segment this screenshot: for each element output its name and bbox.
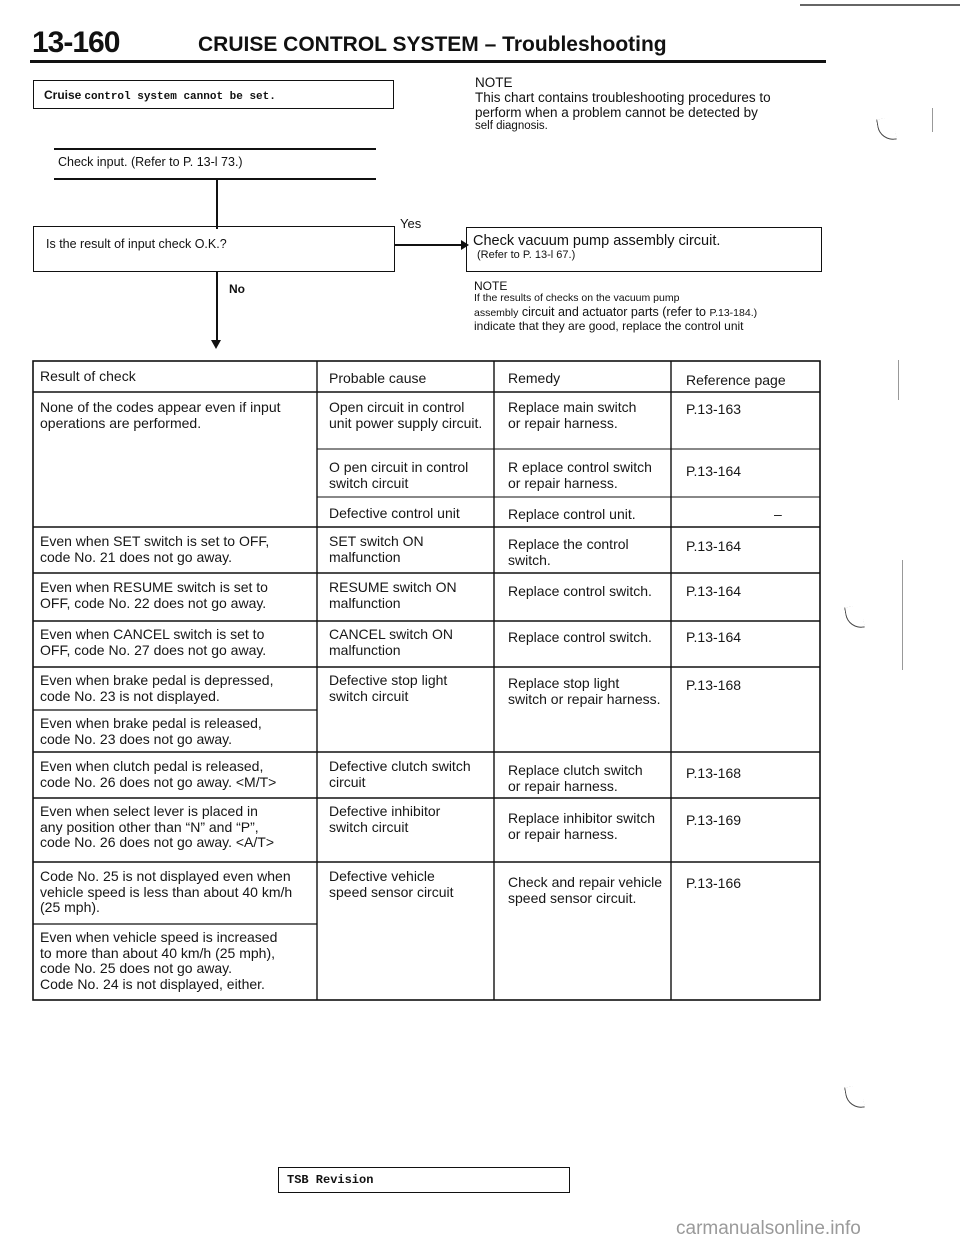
remedy-2: R eplace control switch or repair harness. bbox=[508, 459, 652, 491]
result-2: Even when SET switch is set to OFF, code No. 21 does not go away. bbox=[40, 533, 270, 565]
result-3: Even when RESUME switch is set to OFF, code No. 22 does not go away. bbox=[40, 579, 268, 611]
note-top-label: NOTE bbox=[475, 75, 513, 90]
margin-line bbox=[902, 560, 903, 670]
no-label: No bbox=[229, 282, 245, 296]
remedy-1: Replace main switch or repair harness. bbox=[508, 399, 637, 431]
input-check-step: Check input. (Refer to P. 13-l 73.) bbox=[58, 155, 243, 169]
ref-3: – bbox=[774, 506, 782, 522]
cause-4: SET switch ON malfunction bbox=[329, 533, 424, 565]
header-result: Result of check bbox=[40, 368, 136, 384]
cause-6: CANCEL switch ON malfunction bbox=[329, 626, 453, 658]
note-top-line3: self diagnosis. bbox=[475, 120, 548, 133]
vacuum-check-ref: (Refer to P. 13-l 67.) bbox=[477, 249, 576, 261]
result-table bbox=[32, 360, 821, 1001]
note-bottom-line3: indicate that they are good, replace the control unit bbox=[474, 318, 744, 333]
tsb-revision-label: TSB Revision bbox=[287, 1173, 374, 1187]
flow-connector bbox=[216, 179, 218, 229]
ref-2: P.13-164 bbox=[686, 463, 742, 479]
margin-bracket-icon bbox=[876, 117, 897, 143]
cause-10: Defective vehicle speed sensor circuit bbox=[329, 868, 454, 900]
vacuum-check-box bbox=[466, 227, 822, 272]
remedy-7: Replace stop light switch or repair harness. bbox=[508, 675, 661, 707]
result-5: Even when brake pedal is depressed, code No. 23 is not displayed. bbox=[40, 672, 274, 704]
header-remedy: Remedy bbox=[508, 370, 561, 386]
watermark: carmanualsonline.info bbox=[676, 1218, 861, 1239]
header-reference: Reference page bbox=[686, 372, 786, 388]
cause-2: O pen circuit in control switch circuit bbox=[329, 459, 469, 491]
note-bottom bbox=[474, 280, 834, 333]
note-bottom-line2a: assembly bbox=[474, 307, 519, 320]
page-title: CRUISE CONTROL SYSTEM – Troubleshooting bbox=[198, 33, 667, 56]
result-1: None of the codes appear even if input operations are performed. bbox=[40, 399, 281, 431]
remedy-5: Replace control switch. bbox=[508, 583, 652, 599]
ref-7: P.13-168 bbox=[686, 677, 742, 693]
input-rule-bottom bbox=[54, 178, 376, 180]
cause-3: Defective control unit bbox=[329, 505, 460, 521]
ref-10: P.13-166 bbox=[686, 875, 742, 891]
ref-9: P.13-169 bbox=[686, 812, 742, 828]
symptom-box bbox=[33, 80, 394, 109]
remedy-3: Replace control unit. bbox=[508, 506, 636, 522]
cause-1: Open circuit in control unit power supply circuit. bbox=[329, 399, 483, 431]
note-top-line1: This chart contains troubleshooting procedures to bbox=[475, 90, 771, 106]
remedy-4: Replace the control switch. bbox=[508, 536, 629, 568]
input-rule-top bbox=[54, 148, 376, 150]
note-bottom-line2 bbox=[474, 305, 834, 320]
page-number: 13-160 bbox=[32, 26, 120, 59]
margin-line bbox=[932, 108, 933, 132]
remedy-8: Replace clutch switch or repair harness. bbox=[508, 762, 643, 794]
vacuum-check-text: Check vacuum pump assembly circuit. bbox=[473, 233, 721, 249]
remedy-9: Replace inhibitor switch or repair harness. bbox=[508, 810, 656, 842]
ref-6: P.13-164 bbox=[686, 629, 742, 645]
ref-1: P.13-163 bbox=[686, 401, 742, 417]
margin-bracket-icon bbox=[844, 605, 865, 631]
decision-box bbox=[33, 226, 395, 272]
result-9: Code No. 25 is not displayed even when vehicle speed is less than about 40 km/h (25 mph). bbox=[40, 868, 293, 916]
margin-bracket-icon bbox=[844, 1085, 865, 1111]
tsb-revision-box bbox=[278, 1167, 570, 1193]
ref-4: P.13-164 bbox=[686, 538, 742, 554]
note-bottom-line2c: P.13-184.) bbox=[709, 307, 758, 320]
result-10: Even when vehicle speed is increased to more than about 40 km/h (25 mph), code No. 25 does not go away. Code No. 24 is not displayed, either. bbox=[40, 929, 278, 993]
result-4: Even when CANCEL switch is set to OFF, code No. 27 does not go away. bbox=[40, 626, 267, 658]
decision-text: Is the result of input check O.K.? bbox=[46, 237, 227, 251]
result-7: Even when clutch pedal is released, code No. 26 does not go away. <M/T> bbox=[40, 758, 277, 790]
cause-7: Defective stop light switch circuit bbox=[329, 672, 448, 704]
result-8: Even when select lever is placed in any position other than “N” and “P”, code No. 26 does not go away. <A/T> bbox=[40, 803, 275, 851]
no-connector bbox=[216, 272, 218, 342]
corner-mark bbox=[800, 4, 960, 6]
cause-8: Defective clutch switch circuit bbox=[329, 758, 471, 790]
cause-9: Defective inhibitor switch circuit bbox=[329, 803, 441, 835]
note-bottom-label: NOTE bbox=[474, 279, 508, 293]
yes-label: Yes bbox=[400, 216, 422, 231]
margin-line bbox=[898, 360, 899, 400]
symptom-text: control system cannot be set. bbox=[84, 91, 276, 103]
note-top-line2: perform when a problem cannot be detected by bbox=[475, 105, 758, 121]
no-arrowhead-icon bbox=[211, 340, 221, 349]
cause-5: RESUME switch ON malfunction bbox=[329, 579, 457, 611]
header-cause: Probable cause bbox=[329, 370, 427, 386]
note-bottom-line1: If the results of checks on the vacuum pump bbox=[474, 292, 680, 305]
note-bottom-line2b: circuit and actuator parts (refer to bbox=[521, 305, 706, 320]
remedy-6: Replace control switch. bbox=[508, 629, 652, 645]
ref-5: P.13-164 bbox=[686, 583, 742, 599]
remedy-10: Check and repair vehicle speed sensor circuit. bbox=[508, 874, 663, 906]
note-top bbox=[475, 75, 815, 133]
yes-arrow bbox=[395, 244, 465, 246]
symptom-prefix: Cruise bbox=[44, 88, 82, 102]
result-6: Even when brake pedal is released, code No. 23 does not go away. bbox=[40, 715, 262, 747]
ref-8: P.13-168 bbox=[686, 765, 742, 781]
header-rule bbox=[30, 60, 826, 63]
